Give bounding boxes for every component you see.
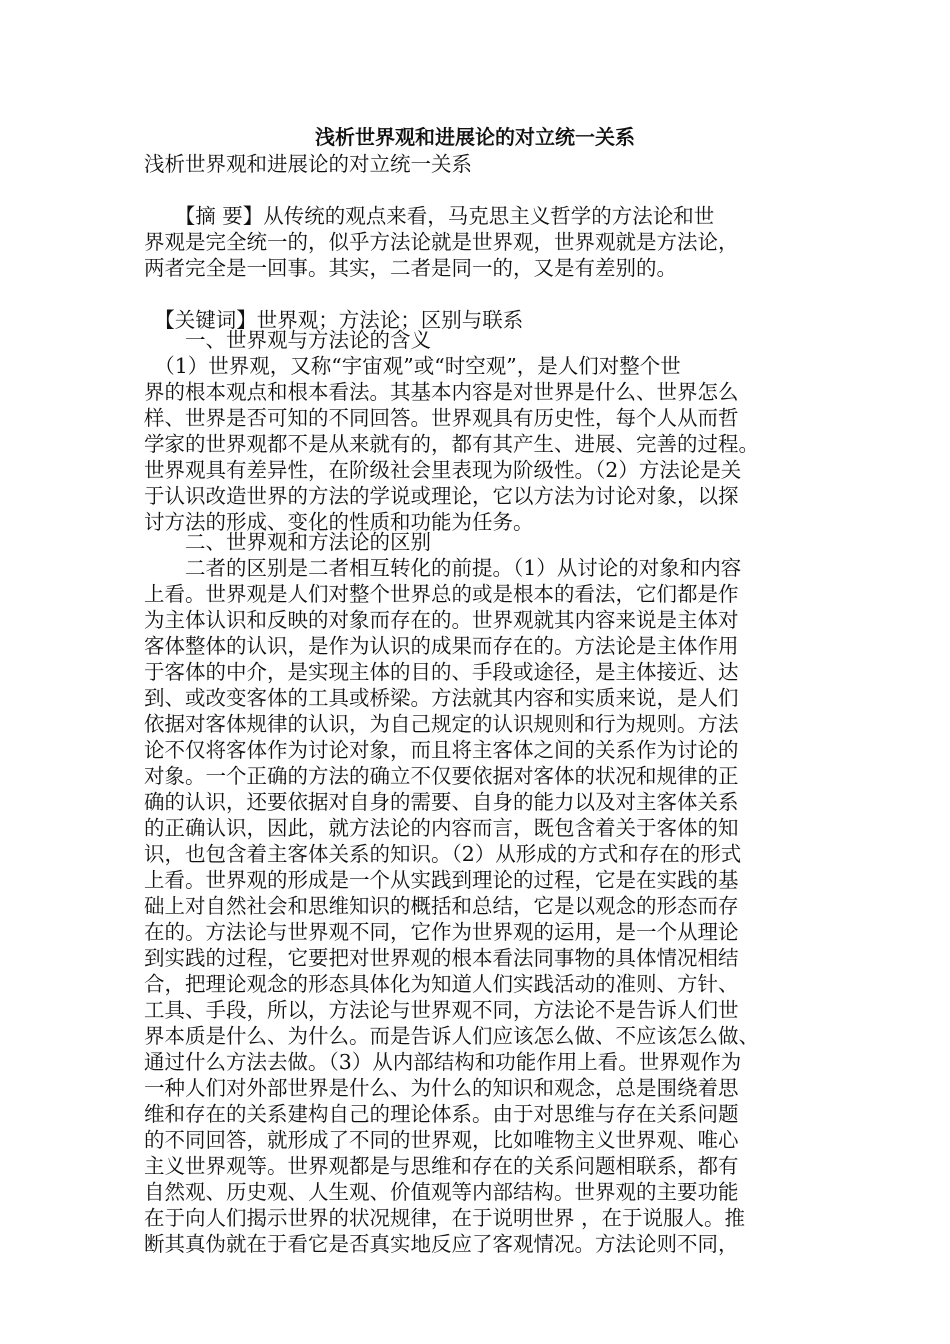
abstract-line: 两者完全是一回事。其实，二者是同一的，又是有差别的。: [144, 256, 677, 280]
body-line: 对象。一个正确的方法的确立不仅要依据对客体的状况和规律的正: [144, 764, 739, 788]
body-line: 上看。世界观是人们对整个世界总的或是根本的看法，它们都是作: [144, 582, 739, 606]
body-line: 识，也包含着主客体关系的知识。（2）从形成的方式和存在的形式: [144, 842, 742, 866]
body-line: 的正确认识，因此，就方法论的内容而言，既包含着关于客体的知: [144, 816, 739, 840]
body-line: 界的根本观点和根本看法。其基本内容是对世界是什么、世界怎么: [144, 380, 739, 404]
body-line: 合，把理论观念的形态具体化为知道人们实践活动的准则、方针、: [144, 972, 739, 996]
body-line: 学家的世界观都不是从来就有的，都有其产生、进展、完善的过程。: [144, 432, 759, 456]
body-line: 主义世界观等。世界观都是与思维和存在的关系问题相联系，都有: [144, 1154, 739, 1178]
body-line: 础上对自然社会和思维知识的概括和总结，它是以观念的形态而存: [144, 894, 739, 918]
body-line: 一种人们对外部世界是什么、为什么的知识和观念，总是围绕着思: [144, 1076, 739, 1100]
abstract-line: 界观是完全统一的，似乎方法论就是世界观，世界观就是方法论，: [144, 230, 739, 254]
body-line: 样、世界是否可知的不同回答。世界观具有历史性，每个人从而哲: [144, 406, 739, 430]
body-line: 自然观、历史观、人生观、价值观等内部结构。世界观的主要功能: [144, 1180, 739, 1204]
keywords-line: 【关键词】世界观；方法论；区别与联系: [144, 308, 524, 332]
body-line: 为主体认识和反映的对象而存在的。世界观就其内容来说是主体对: [144, 608, 739, 632]
body-line: 工具、手段，所以，方法论与世界观不同，方法论不是告诉人们世: [144, 998, 739, 1022]
body-line: 确的认识，还要依据对自身的需要、自身的能力以及对主客体关系: [144, 790, 739, 814]
body-line: 客体整体的认识，是作为认识的成果而存在的。方法论是主体作用: [144, 634, 739, 658]
body-line: 界本质是什么、为什么。而是告诉人们应该怎么做、不应该怎么做、: [144, 1024, 759, 1048]
body-line: 二者的区别是二者相互转化的前提。（1）从讨论的对象和内容: [144, 556, 742, 580]
document-title: 浅析世界观和进展论的对立统一关系: [315, 125, 635, 149]
body-line: 在于向人们揭示世界的状况规律，在于说明世界 ，在于说服人。推: [144, 1206, 746, 1230]
body-line: 于客体的中介，是实现主体的目的、手段或途径，是主体接近、达: [144, 660, 739, 684]
body-line: 于认识改造世界的方法的学说或理论，它以方法为讨论对象，以探: [144, 484, 739, 508]
body-line: 到、或改变客体的工具或桥梁。方法就其内容和实质来说，是人们: [144, 686, 739, 710]
body-line: 在的。方法论与世界观不同，它作为世界观的运用，是一个从理论: [144, 920, 739, 944]
body-line: 通过什么方法去做。（3）从内部结构和功能作用上看。世界观作为: [144, 1050, 742, 1074]
body-line: 讨方法的形成、变化的性质和功能为任务。: [144, 510, 534, 534]
body-line: 论不仅将客体作为讨论对象，而且将主客体之间的关系作为讨论的: [144, 738, 739, 762]
body-line: 上看。世界观的形成是一个从实践到理论的过程，它是在实践的基: [144, 868, 739, 892]
body-line: 的不同回答，就形成了不同的世界观，比如唯物主义世界观、唯心: [144, 1128, 739, 1152]
body-line: 断其真伪就在于看它是否真实地反应了客观情况。方法论则不同，: [144, 1232, 739, 1256]
section-heading-1: 一、世界观与方法论的含义: [144, 328, 431, 352]
abstract-line: 【摘 要】从传统的观点来看，马克思主义哲学的方法论和世: [144, 204, 715, 228]
body-line: 世界观具有差异性，在阶级社会里表现为阶级性。（2）方法论是关: [144, 458, 742, 482]
body-line: 维和存在的关系建构自己的理论体系。由于对思维与存在关系问题: [144, 1102, 739, 1126]
body-line: 依据对客体规律的认识，为自己规定的认识规则和行为规则。方法: [144, 712, 739, 736]
subtitle-line: 浅析世界观和进展论的对立统一关系: [144, 152, 472, 176]
body-line: （1）世界观，又称“宇宙观”或“时空观”，是人们对整个世: [144, 354, 681, 378]
body-line: 到实践的过程，它要把对世界观的根本看法同事物的具体情况相结: [144, 946, 739, 970]
section-heading-2: 二、世界观和方法论的区别: [144, 530, 431, 554]
